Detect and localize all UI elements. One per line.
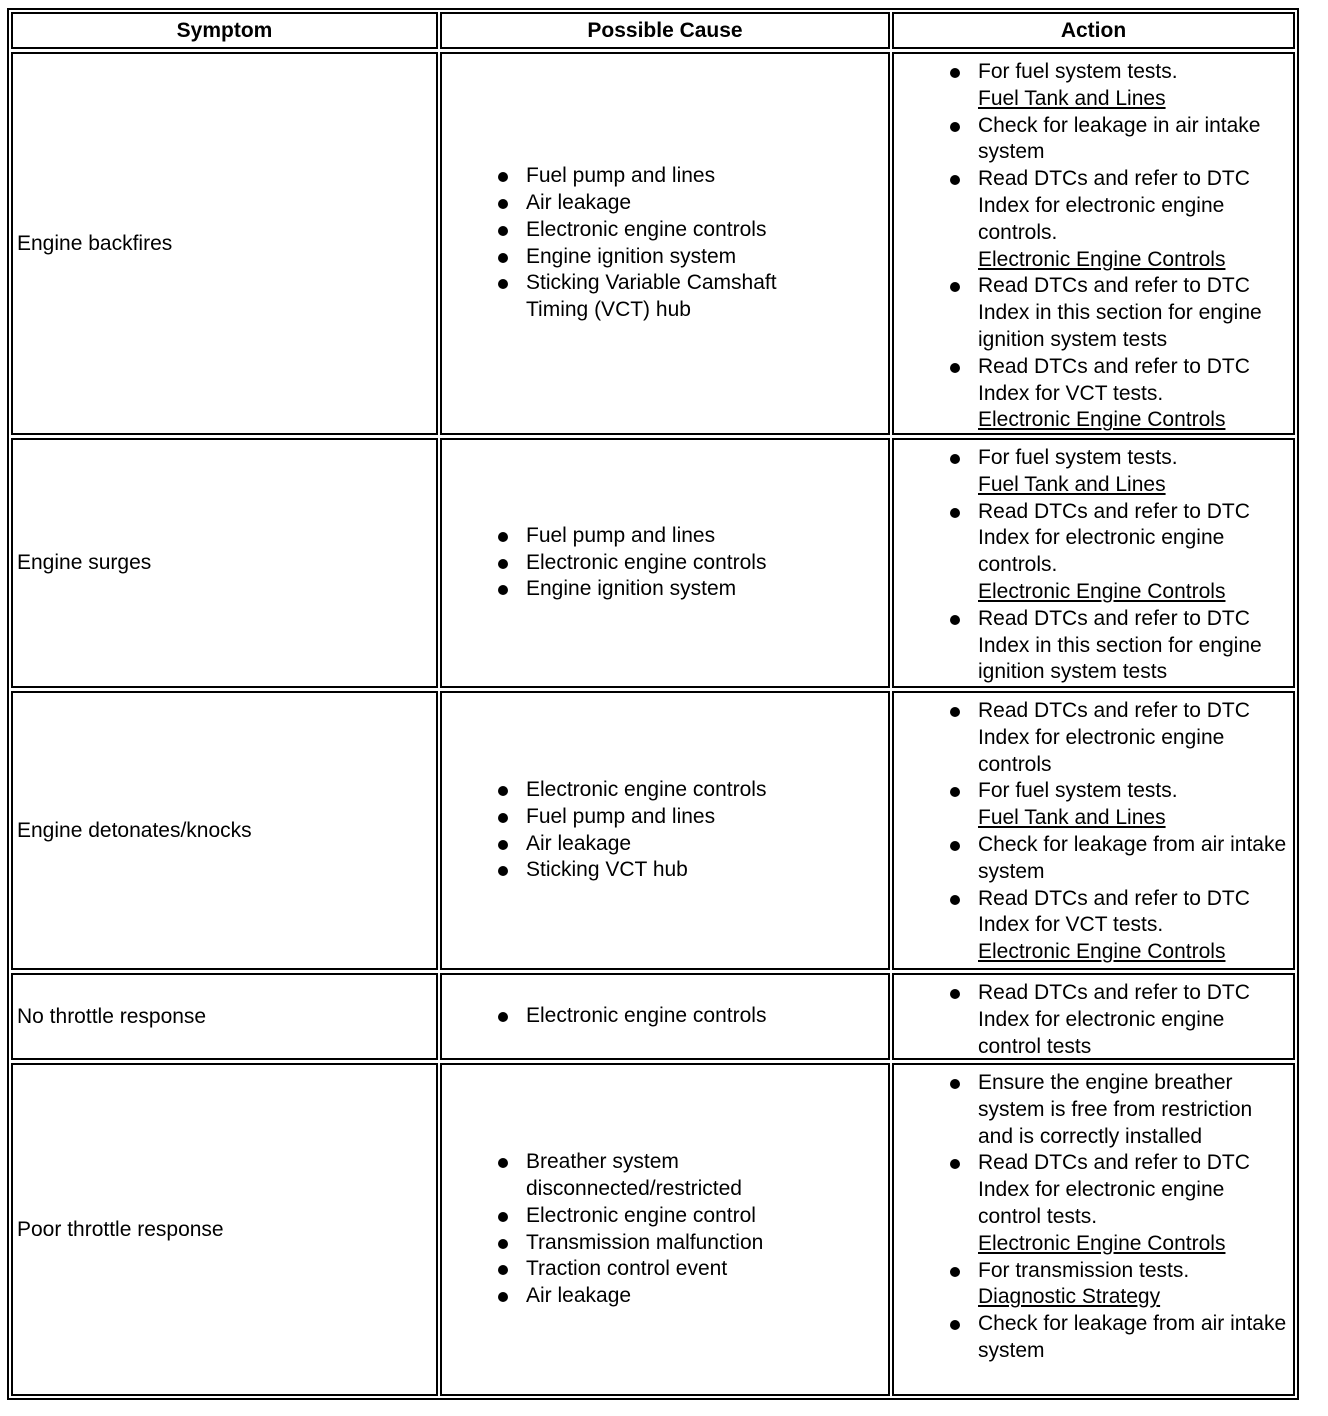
action-item <box>978 166 1290 273</box>
action-item <box>978 1258 1290 1312</box>
action-cell <box>892 691 1295 970</box>
symptom-text: No throttle response <box>17 1004 207 1028</box>
action-item <box>978 778 1290 832</box>
cause-item: Electronic engine controls <box>526 1003 826 1030</box>
action-cell <box>892 973 1295 1060</box>
action-text: Check for leakage in air intake system <box>978 113 1261 164</box>
cause-list <box>526 1149 826 1310</box>
symptom-cell <box>11 438 438 688</box>
action-text: For fuel system tests. <box>978 60 1178 83</box>
cause-list <box>526 777 826 884</box>
action-item <box>978 886 1290 966</box>
cause-cell <box>440 438 890 688</box>
action-list <box>978 1070 1290 1365</box>
cause-item: Traction control event <box>526 1256 826 1283</box>
cause-item: Sticking VCT hub <box>526 857 826 884</box>
cause-list <box>526 163 826 324</box>
cause-item: Fuel pump and lines <box>526 804 826 831</box>
action-item <box>978 1150 1290 1257</box>
header-cause-label: Possible Cause <box>587 18 743 42</box>
reference-link[interactable]: Electronic Engine Controls <box>978 579 1226 603</box>
reference-link[interactable]: Fuel Tank and Lines <box>978 472 1166 496</box>
symptom-cell <box>11 973 438 1060</box>
cause-item: Electronic engine controls <box>526 777 826 804</box>
action-list <box>978 698 1290 966</box>
reference-link[interactable]: Fuel Tank and Lines <box>978 806 1166 830</box>
cause-cell <box>440 691 890 970</box>
action-item <box>978 59 1290 113</box>
cause-item: Sticking Variable Camshaft Timing (VCT) hub <box>526 270 826 324</box>
cause-item: Air leakage <box>526 831 826 858</box>
action-list <box>978 445 1290 686</box>
action-text: For transmission tests. <box>978 1258 1190 1282</box>
action-text: Read DTCs and refer to DTC Index for electronic engine controls. <box>978 167 1250 244</box>
action-text: Read DTCs and refer to DTC Index for VCT tests. <box>978 354 1250 405</box>
symptom-text: Engine detonates/knocks <box>17 818 252 842</box>
symptom-text: Poor throttle response <box>17 1217 224 1241</box>
action-text: Read DTCs and refer to DTC Index for electronic engine controls <box>978 699 1250 776</box>
header-action <box>892 12 1295 49</box>
action-item <box>978 273 1290 353</box>
cause-list <box>526 1003 826 1030</box>
symptom-cell <box>11 52 438 435</box>
action-item <box>978 832 1290 886</box>
cause-item: Engine ignition system <box>526 576 826 603</box>
cause-item: Electronic engine controls <box>526 550 826 577</box>
action-item <box>978 698 1290 778</box>
header-symptom-label: Symptom <box>176 18 273 42</box>
action-item <box>978 980 1290 1060</box>
action-item <box>978 354 1290 434</box>
action-text: Ensure the engine breather system is free from restriction and is correctly installed <box>978 1071 1253 1148</box>
cause-item: Electronic engine controls <box>526 217 826 244</box>
cause-item: Electronic engine control <box>526 1203 826 1230</box>
action-text: For fuel system tests. <box>978 446 1178 469</box>
action-list <box>978 980 1290 1060</box>
action-text: Read DTCs and refer to DTC Index for electronic engine control tests <box>978 981 1250 1058</box>
reference-link[interactable]: Electronic Engine Controls <box>978 1231 1226 1255</box>
cause-cell <box>440 973 890 1060</box>
reference-link[interactable]: Electronic Engine Controls <box>978 940 1226 964</box>
action-item <box>978 445 1290 499</box>
cause-item: Transmission malfunction <box>526 1230 826 1257</box>
action-cell <box>892 1063 1295 1396</box>
action-text: Read DTCs and refer to DTC Index for electronic engine control tests. <box>978 1151 1250 1228</box>
symptom-cell <box>11 1063 438 1396</box>
symptom-text: Engine backfires <box>17 231 173 255</box>
cause-item: Fuel pump and lines <box>526 163 826 190</box>
action-text: Read DTCs and refer to DTC Index in this section for engine ignition system tests <box>978 606 1262 684</box>
header-symptom <box>11 12 438 49</box>
action-text: Check for leakage from air intake system <box>978 1312 1287 1362</box>
action-item <box>978 1070 1290 1150</box>
action-text: Read DTCs and refer to DTC Index in this section for engine ignition system tests <box>978 274 1262 351</box>
header-cause <box>440 12 890 49</box>
cause-item: Engine ignition system <box>526 244 826 271</box>
reference-link[interactable]: Diagnostic Strategy <box>978 1285 1161 1309</box>
action-list <box>978 59 1290 434</box>
symptom-text: Engine surges <box>17 551 152 574</box>
action-cell <box>892 52 1295 435</box>
action-text: Read DTCs and refer to DTC Index for VCT tests. <box>978 886 1250 937</box>
cause-cell <box>440 1063 890 1396</box>
cause-item: Air leakage <box>526 1283 826 1310</box>
cause-cell <box>440 52 890 435</box>
action-item <box>978 113 1290 167</box>
reference-link[interactable]: Electronic Engine Controls <box>978 408 1226 432</box>
action-item <box>978 499 1290 606</box>
cause-item: Breather system disconnected/restricted <box>526 1149 826 1203</box>
symptom-cell <box>11 691 438 970</box>
cause-item: Air leakage <box>526 190 826 217</box>
header-action-label: Action <box>1060 18 1127 42</box>
reference-link[interactable]: Fuel Tank and Lines <box>978 86 1166 110</box>
cause-list <box>526 523 826 603</box>
reference-link[interactable]: Electronic Engine Controls <box>978 247 1226 271</box>
action-cell <box>892 438 1295 688</box>
cause-item: Fuel pump and lines <box>526 523 826 550</box>
action-item <box>978 606 1290 686</box>
action-text: Check for leakage from air intake system <box>978 832 1287 883</box>
action-item <box>978 1311 1290 1365</box>
action-text: For fuel system tests. <box>978 779 1178 803</box>
action-text: Read DTCs and refer to DTC Index for electronic engine controls. <box>978 499 1250 577</box>
